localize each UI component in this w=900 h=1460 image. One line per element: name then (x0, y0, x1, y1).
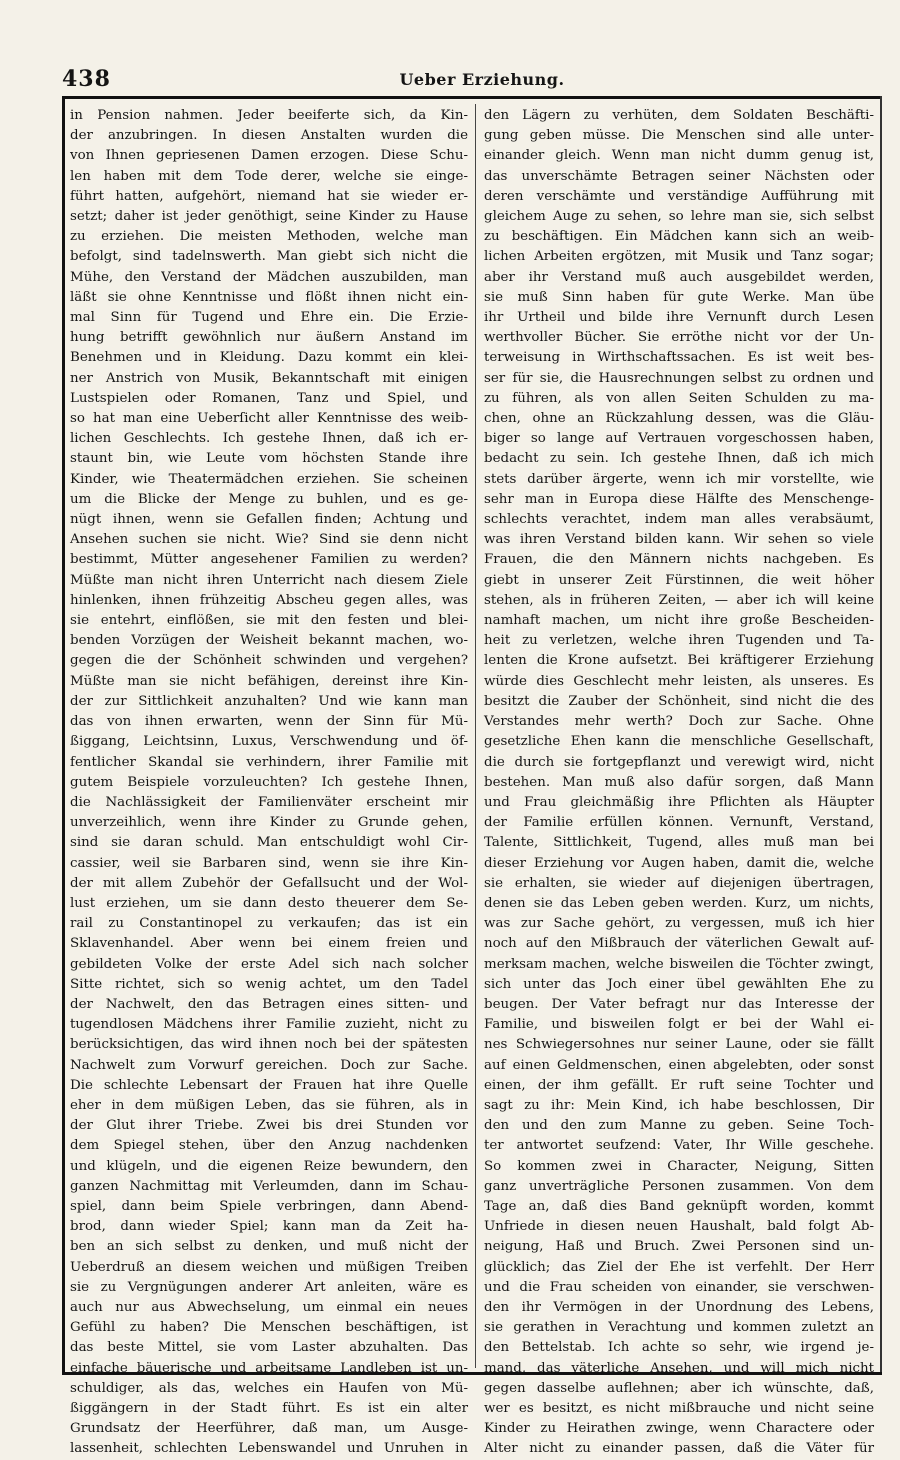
text-line: cassier, weil sie Barbaren sind, wenn sie ihre Kin- (70, 855, 468, 871)
text-line: namhaft machen, um nicht ihre große Bescheiden- (484, 613, 874, 629)
text-line: der Familie erfüllen können. Vernunft, Verstand, (484, 815, 874, 831)
text-line: Kinder zu Heirathen zwinge, wenn Charactere oder (484, 1421, 874, 1437)
text-line: stets darüber ärgerte, wenn ich mir vorstellte, wie (484, 471, 874, 487)
text-line: in Pension nahmen. Jeder beeiferte sich, da Kin- (70, 108, 468, 123)
text-line: ßiggang, Leichtsinn, Luxus, Verschwendung und öf- (70, 734, 468, 750)
text-line: den Bettelstab. Ich achte so sehr, wie irgend je- (484, 1340, 874, 1356)
text-line: setzt; daher ist jeder genöthigt, seine Kinder zu Hause (70, 209, 468, 225)
text-line: Ueberdruß an diesem weichen und müßigen Treiben (70, 1259, 468, 1275)
text-line: sie zu Vergnügungen anderer Art anleiten, wäre es (70, 1279, 468, 1295)
text-line: zu beschäftigen. Ein Mädchen kann sich an weib- (484, 229, 874, 245)
text-line: der mit allem Zubehör der Gefallsucht und der Wol- (70, 875, 468, 891)
text-line: den und den zum Manne zu geben. Seine Toch- (484, 1118, 874, 1134)
text-line: terweisung in Wirthschaftssachen. Es ist weit bes- (484, 350, 874, 366)
text-line: Verstandes mehr werth? Doch zur Sache. Ohne (484, 714, 874, 730)
text-line: und die Frau scheiden von einander, sie verschwen- (484, 1279, 874, 1295)
text-line: wer es besitzt, es nicht mißbrauche und nicht seine (484, 1401, 874, 1416)
text-line: mand, das väterliche Ansehen, und will mich nicht (484, 1360, 874, 1376)
text-line: sich unter das Joch einer übel gewählten Ehe zu (484, 976, 874, 992)
text-line: gleichem Auge zu sehen, so lehre man sie, sich selbst (484, 209, 874, 225)
text-line: auf einen Geldmenschen, einen abgelebten, oder sonst (484, 1057, 874, 1073)
text-line: der Glut ihrer Triebe. Zwei bis drei Stunden vor (70, 1118, 468, 1134)
text-line: hinlenken, ihnen frühzeitig Abscheu gegen alles, was (70, 592, 468, 608)
text-line: einander gleich. Wenn man nicht dumm genug ist, (484, 148, 874, 164)
text-line: len haben mit dem Tode derer, welche sie einge- (70, 168, 468, 184)
text-line: denen sie das Leben geben werden. Kurz, um nichts, (484, 895, 874, 911)
text-line: die Nachlässigkeit der Familienväter erscheint mir (70, 794, 468, 810)
running-title: Ueber Erziehung. (399, 70, 565, 89)
text-line: Grundsatz der Heerführer, daß man, um Ausge- (70, 1421, 468, 1437)
text-line: Unfriede in diesen neuen Haushalt, bald folgt Ab- (484, 1219, 874, 1235)
text-line: ben an sich selbst zu denken, und muß nicht der (70, 1239, 468, 1255)
text-line: Lustspielen oder Romanen, Tanz und Spiel, und (70, 390, 468, 406)
text-line: ter antwortet seufzend: Vater, Ihr Wille geschehe. (484, 1138, 874, 1154)
text-line: würde dies Geschlecht mehr leisten, als unseres. Es (484, 673, 874, 689)
text-line: bestehen. Man muß also dafür sorgen, daß Mann (484, 774, 874, 790)
text-line: Ansehen suchen sie nicht. Wie? Sind sie denn nicht (70, 532, 468, 548)
text-line: den Lägern zu verhüten, dem Soldaten Beschäfti- (484, 108, 874, 123)
text-line: ganz unverträgliche Personen zusammen. Von dem (484, 1178, 874, 1194)
text-line: noch auf den Mißbrauch der väterlichen Gewalt auf- (484, 936, 874, 952)
text-line: neigung, Haß und Bruch. Zwei Personen sind un- (484, 1239, 874, 1255)
text-line: was ihren Verstand bilden kann. Wir sehen so viele (484, 532, 874, 548)
text-line: deren verschämte und verständige Aufführung mit (484, 188, 874, 204)
left-text-column (70, 106, 468, 1457)
text-line: lenten die Krone aufsetzt. Bei kräftigerer Erziehung (484, 653, 874, 669)
text-line: sie muß Sinn haben für gute Werke. Man übe (484, 289, 874, 305)
text-line: werthvoller Bücher. Sie erröthe nicht vor der Un- (484, 330, 874, 346)
text-line: rail zu Constantinopel zu verkaufen; das ist ein (70, 916, 468, 932)
text-line: Talente, Sittlichkeit, Tugend, alles muß man bei (484, 835, 874, 851)
text-line: merksam machen, welche bisweilen die Töchter zwingt, (484, 956, 874, 972)
text-line: gebildeten Volke der erste Adel sich nach solcher (70, 956, 468, 972)
text-line: so hat man eine Ueberſicht aller Kenntnisse des weib- (70, 411, 468, 427)
text-line: das unverschämte Betragen seiner Nächsten oder (484, 168, 874, 184)
text-line: der anzubringen. In diesen Anstalten wurden die (70, 128, 468, 144)
text-line: aber ihr Verstand muß auch ausgebildet werden, (484, 269, 874, 285)
text-line: dieser Erziehung vor Augen haben, damit die, welche (484, 855, 874, 871)
text-line: das beste Mittel, sie vom Laster abzuhalten. Das (70, 1340, 468, 1356)
text-line: bestimmt, Mütter angesehener Familien zu werden? (70, 552, 468, 568)
text-line: der zur Sittlichkeit anzuhalten? Und wie kann man (70, 693, 468, 709)
text-line: sagt zu ihr: Mein Kind, ich habe beschlossen, Dir (484, 1097, 874, 1113)
text-line: heit zu verletzen, welche ihren Tugenden und Ta- (484, 633, 874, 649)
text-line: die durch sie fortgepflanzt und verewigt wird, nicht (484, 754, 874, 770)
text-line: hung betrifft gewöhnlich nur äußern Anstand im (70, 330, 468, 346)
text-line: Alter nicht zu einander passen, daß die Väter für (484, 1441, 874, 1457)
text-line: mal Sinn für Tugend und Ehre ein. Die Erzie- (70, 310, 468, 326)
text-line: sie erhalten, sie wieder auf diejenigen übertragen, (484, 875, 874, 891)
text-line: biger so lange auf Vertrauen vorgeschossen haben, (484, 431, 874, 447)
text-line: einfache bäuerische und arbeitsame Landleben ist un- (70, 1360, 468, 1376)
text-line: Tage an, daß dies Band geknüpft worden, kommt (484, 1198, 874, 1214)
top-border-rule (62, 96, 882, 99)
text-line: nügt ihnen, wenn sie Gefallen finden; Achtung und (70, 512, 468, 528)
text-line: zu führen, als von allen Seiten Schulden zu ma- (484, 390, 874, 406)
text-line: der Nachwelt, den das Betragen eines sitten- und (70, 996, 468, 1012)
text-line: schuldiger, als das, welches ein Haufen von Mü- (70, 1380, 468, 1396)
text-line: besitzt die Zauber der Schönheit, sind nicht die des (484, 693, 874, 709)
text-line: gegen die der Schönheit schwinden und vergehen? (70, 653, 468, 669)
text-line: dem Spiegel stehen, über den Anzug nachdenken (70, 1138, 468, 1154)
text-line: sind sie daran schuld. Man entschuldigt wohl Cir- (70, 835, 468, 851)
text-line: gung geben müsse. Die Menschen sind alle unter- (484, 128, 874, 144)
text-line: was zur Sache gehört, zu vergessen, muß ich hier (484, 916, 874, 932)
text-line: Benehmen und in Kleidung. Dazu kommt ein klei- (70, 350, 468, 366)
text-line: brod, dann wieder Spiel; kann man da Zeit ha- (70, 1219, 468, 1235)
text-line: ner Anstrich von Musik, Bekanntschaft mit einigen (70, 370, 468, 386)
text-line: Sklavenhandel. Aber wenn bei einem freien und (70, 936, 468, 952)
text-line: ihr Urtheil und bilde ihre Vernunft durch Lesen (484, 310, 874, 326)
left-border-rule (62, 96, 65, 1374)
text-line: Nachwelt zum Vorwurf gereichen. Doch zur Sache. (70, 1057, 468, 1073)
text-line: unverzeihlich, wenn ihre Kinder zu Grunde gehen, (70, 815, 468, 831)
right-border-rule (880, 96, 882, 1374)
text-line: einen, der ihm gefällt. Er ruft seine Tochter und (484, 1077, 874, 1093)
text-line: und klügeln, und die eigenen Reize bewundern, den (70, 1158, 468, 1174)
text-line: Familie, und bisweilen folgt er bei der Wahl ei- (484, 1017, 874, 1033)
text-line: berücksichtigen, das wird ihnen noch bei der spätesten (70, 1037, 468, 1053)
text-line: Sitte richtet, sich so wenig achtet, um den Tadel (70, 976, 468, 992)
text-line: ßiggängern in der Stadt führt. Es ist ein alter (70, 1401, 468, 1416)
text-line: ganzen Nachmittag mit Verleumden, dann im Schau- (70, 1178, 468, 1194)
text-line: lichen Geschlechts. Ich gestehe Ihnen, daß ich er- (70, 431, 468, 447)
text-line: staunt bin, wie Leute vom höchsten Stande ihre (70, 451, 468, 467)
text-line: lust erziehen, um sie dann desto theuerer dem Se- (70, 895, 468, 911)
page-number: 438 (62, 66, 111, 92)
text-line: fentlicher Skandal sie verhindern, ihrer Familie mit (70, 754, 468, 770)
text-line: beugen. Der Vater befragt nur das Interesse der (484, 996, 874, 1012)
text-line: So kommen zwei in Character, Neigung, Sitten (484, 1158, 874, 1174)
right-text-column (484, 106, 874, 1457)
text-line: Mühe, den Verstand der Mädchen auszubilden, man (70, 269, 468, 285)
text-line: lassenheit, schlechten Lebenswandel und Unruhen in (70, 1441, 468, 1457)
text-line: ser für sie, die Hausrechnungen selbst zu ordnen und (484, 370, 874, 386)
text-line: Die schlechte Lebensart der Frauen hat ihre Quelle (70, 1077, 468, 1093)
text-line: tugendlosen Mädchens ihrer Familie zuzieht, nicht zu (70, 1017, 468, 1033)
text-line: von Ihnen gepriesenen Damen erzogen. Diese Schu- (70, 148, 468, 164)
text-line: nes Schwiegersohnes nur seiner Laune, oder sie fällt (484, 1037, 874, 1053)
text-line: führt hatten, aufgehört, niemand hat sie wieder er- (70, 188, 468, 204)
text-line: Frauen, die den Männern nichts nachgeben. Es (484, 552, 874, 568)
text-line: schlechts verachtet, indem man alles verabsäumt, (484, 512, 874, 528)
text-line: giebt in unserer Zeit Fürstinnen, die weit höher (484, 572, 874, 588)
text-line: eher in dem müßigen Leben, das sie führen, als in (70, 1097, 468, 1113)
text-line: sehr man in Europa diese Hälfte des Menschenge- (484, 491, 874, 507)
text-line: Müßte man sie nicht befähigen, dereinst ihre Kin- (70, 673, 468, 689)
text-line: läßt sie ohne Kenntnisse und flößt ihnen nicht ein- (70, 289, 468, 305)
text-line: Kinder, wie Theatermädchen erziehen. Sie scheinen (70, 471, 468, 487)
text-line: bedacht zu sein. Ich gestehe Ihnen, daß ich mich (484, 451, 874, 467)
text-line: benden Vorzügen der Weisheit bekannt machen, wo- (70, 633, 468, 649)
page-header (62, 66, 880, 96)
text-line: Müßte man nicht ihren Unterricht nach diesem Ziele (70, 572, 468, 588)
column-divider (475, 104, 476, 1368)
text-line: sie entehrt, einflößen, sie mit den festen und blei- (70, 613, 468, 629)
text-line: chen, ohne an Rückzahlung dessen, was die Gläu- (484, 411, 874, 427)
text-line: und Frau gleichmäßig ihre Pflichten als Häupter (484, 794, 874, 810)
text-line: zu erziehen. Die meisten Methoden, welche man (70, 229, 468, 245)
text-line: das von ihnen erwarten, wenn der Sinn für Mü- (70, 714, 468, 730)
text-line: lichen Arbeiten ergötzen, mit Musik und Tanz sogar; (484, 249, 874, 265)
text-line: um die Blicke der Menge zu buhlen, und es ge- (70, 491, 468, 507)
text-line: gesetzliche Ehen kann die menschliche Gesellschaft, (484, 734, 874, 750)
text-line: glücklich; das Ziel der Ehe ist verfehlt. Der Herr (484, 1259, 874, 1275)
text-line: spiel, dann beim Spiele verbringen, dann Abend- (70, 1198, 468, 1214)
text-line: den ihr Vermögen in der Unordnung des Lebens, (484, 1299, 874, 1315)
text-line: befolgt, sind tadelnswerth. Man giebt sich nicht die (70, 249, 468, 265)
text-line: Gefühl zu haben? Die Menschen beschäftigen, ist (70, 1320, 468, 1336)
text-line: auch nur aus Abwechselung, um einmal ein neues (70, 1299, 468, 1315)
text-line: stehen, als in früheren Zeiten, — aber ich will keine (484, 592, 874, 608)
text-line: gegen dasselbe auflehnen; aber ich wünschte, daß, (484, 1380, 874, 1396)
text-line: gutem Beispiele vorzuleuchten? Ich gestehe Ihnen, (70, 774, 468, 790)
text-line: sie gerathen in Verachtung und kommen zuletzt an (484, 1320, 874, 1336)
